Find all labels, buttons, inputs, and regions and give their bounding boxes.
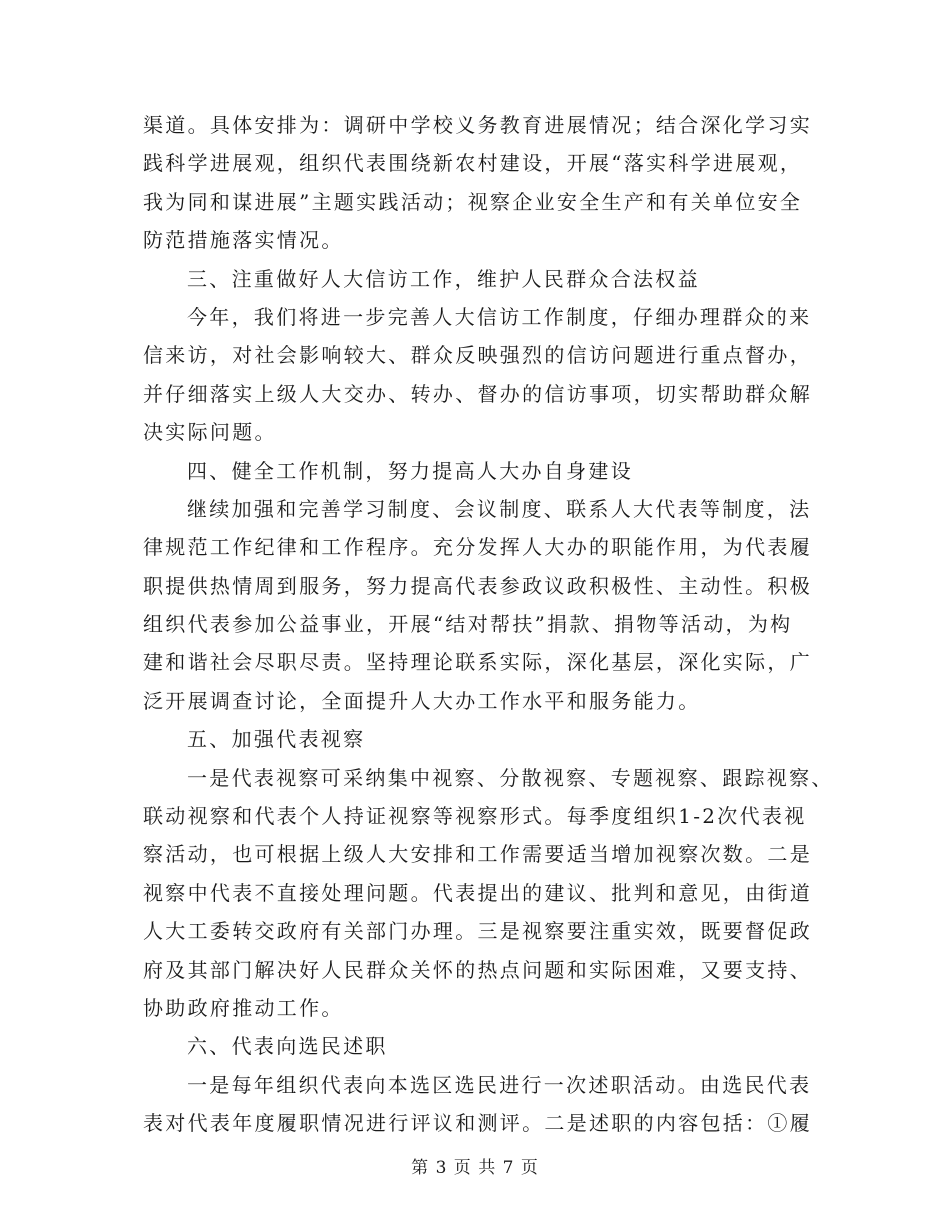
section-heading-4: 四、健全工作机制，努力提高人大办自身建设: [187, 458, 633, 483]
body-line: 渠道。具体安排为：调研中学校义务教育进展情况；结合深化学习实: [143, 113, 812, 137]
body-line: 泛开展调查讨论，全面提升人大办工作水平和服务能力。: [143, 688, 701, 713]
section-heading-5: 五、加强代表视察: [187, 727, 366, 752]
body-line: 府及其部门解决好人民群众关怀的热点问题和实际困难，又要支持、: [143, 957, 812, 982]
body-line: 践科学进展观，组织代表围绕新农村建设，开展“落实科学进展观，: [143, 151, 803, 176]
body-line: 我为同和谋进展”主题实践活动；视察企业安全生产和有关单位安全: [143, 189, 803, 214]
body-line: 并仔细落实上级人大交办、转办、督办的信访事项，切实帮助群众解: [143, 381, 812, 406]
section-heading-6: 六、代表向选民述职: [187, 1034, 388, 1059]
body-line: 防范措施落实情况。: [143, 228, 344, 253]
body-line: 律规范工作纪律和工作程序。充分发挥人大办的职能作用，为代表履: [143, 535, 812, 560]
body-line: 视察中代表不直接处理问题。代表提出的建议、批判和意见，由街道: [143, 880, 812, 905]
body-line: 人大工委转交政府有关部门办理。三是视察要注重实效，既要督促政: [143, 919, 812, 944]
body-line: 协助政府推动工作。: [143, 995, 344, 1020]
body-line: 建和谐社会尽职尽责。坚持理论联系实际，深化基层，深化实际，广: [143, 650, 812, 675]
body-line: 信来访，对社会影响较大、群众反映强烈的信访问题进行重点督办，: [143, 343, 812, 368]
paragraph-start-line: 继续加强和完善学习制度、会议制度、联系人大代表等制度，法: [187, 496, 812, 521]
body-line: 决实际问题。: [143, 420, 277, 445]
body-line: 表对代表年度履职情况进行评议和测评。二是述职的内容包括：①履: [143, 1111, 812, 1136]
body-line: 职提供热情周到服务，努力提高代表参政议政积极性、主动性。积极: [143, 573, 812, 598]
paragraph-start-line: 一是每年组织代表向本选区选民进行一次述职活动。由选民代表: [187, 1072, 812, 1097]
page-number-footer: 第 3 页 共 7 页: [411, 1158, 539, 1178]
document-body: [143, 106, 834, 1143]
paragraph-start-line: 一是代表视察可采纳集中视察、分散视察、专题视察、跟踪视察、: [187, 765, 834, 790]
section-heading-3: 三、注重做好人大信访工作，维护人民群众合法权益: [187, 266, 700, 291]
body-line: 联动视察和代表个人持证视察等视察形式。每季度组织1-2次代表视: [143, 804, 807, 829]
body-line: 察活动，也可根据上级人大安排和工作需要适当增加视察次数。二是: [143, 842, 812, 867]
body-line: 组织代表参加公益事业，开展“结对帮扶”捐款、捐物等活动，为构: [143, 612, 793, 637]
paragraph-start-line: 今年，我们将进一步完善人大信访工作制度，仔细办理群众的来: [187, 304, 812, 329]
